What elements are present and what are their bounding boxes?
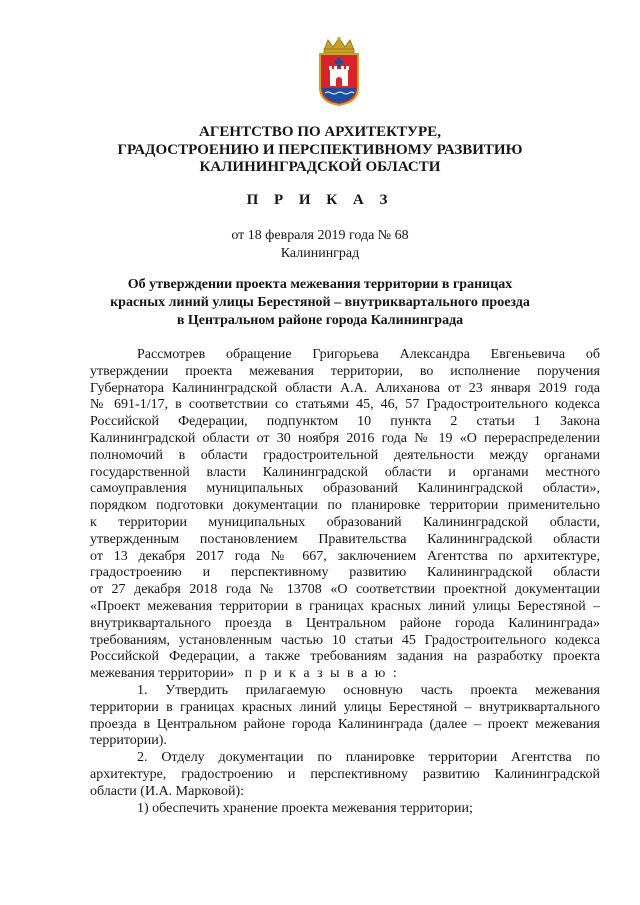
body-line: Российской Федерации, подпунктом 10 пункта 2 статьи 1 Закона — [90, 414, 600, 430]
body-line-text: межевания территории» — [90, 666, 235, 682]
subject-line: Об утверждении проекта межевания территории в границах — [127, 277, 513, 292]
document-date: от 18 февраля 2019 года № 68 — [231, 228, 409, 243]
body-line: Губернатора Калининградской области А.А. Алиханова от 23 января 2019 года — [90, 380, 600, 396]
body-line: порядком подготовки документации по планировке территории применительно — [90, 498, 600, 514]
body-line: внутриквартального проезда в Центральном районе города Калининграда» — [90, 615, 600, 631]
body-line: утверждении проекта межевания территории, во исполнение поручения — [90, 363, 600, 379]
body-line: Рассмотрев обращение Григорьева Александра Евгеньевича об — [137, 347, 600, 362]
body-line: 2. Отделу документации по планировке территории Агентства по — [137, 750, 600, 766]
body-line: требованиям, установленным частью 10 статьи 45 Градостроительного кодекса — [90, 632, 600, 648]
body-line: территории в границах красных линий улицы Берестяной – внутриквартального — [90, 699, 600, 715]
document-city: Калининград — [280, 246, 360, 261]
document-type: П Р И К А З — [246, 192, 394, 208]
body-line: от 27 декабря 2018 года № 13708 «О соответствии проектной документации — [90, 582, 600, 598]
prikazyvayu-text: п р и к а з ы в а ю : — [244, 666, 399, 682]
body-line: полномочий в области градостроительной деятельности между органами — [90, 447, 600, 463]
body-line: 1. Утвердить прилагаемую основную часть проекта межевания — [137, 682, 600, 698]
body-line: области (И.А. Марковой): — [90, 783, 244, 799]
agency-line: КАЛИНИНГРАДСКОЙ ОБЛАСТИ — [199, 159, 441, 175]
body-line: «Проект межевания территории в границах красных линий улицы Берестяной – — [90, 598, 600, 614]
subject-line: в Центральном районе города Калининграда — [176, 313, 464, 328]
body-line: территории). — [90, 733, 167, 749]
body-line: Российской Федерации, а также требованиям задания на разработку проекта — [90, 649, 600, 665]
body-line: архитектуре, градостроению и перспективному развитию Калининградской — [90, 766, 600, 782]
body-line: от 13 декабря 2017 года № 667, заключением Агентства по архитектуре, — [90, 548, 600, 564]
body-line: градостроению и перспективному развитию Калининградской области — [90, 565, 600, 581]
agency-line: ГРАДОСТРОЕНИЮ И ПЕРСПЕКТИВНОМУ РАЗВИТИЮ — [117, 141, 523, 158]
body-line: государственной власти Калининградской области и органами местного — [90, 464, 600, 480]
agency-name — [0, 124, 640, 177]
body-line: Калининградской области от 30 ноября 2016 года № 19 «О перераспределении — [90, 430, 600, 446]
body-line — [90, 666, 600, 683]
agency-line: АГЕНТСТВО ПО АРХИТЕКТУРЕ, — [199, 124, 441, 140]
body-line: 1) обеспечить хранение проекта межевания территории; — [137, 800, 473, 816]
document-body — [90, 347, 600, 817]
subject-line: красных линий улицы Берестяной – внутриквартального проезда — [110, 295, 530, 310]
body-line: самоуправления муниципальных образований Калининградской области», — [90, 481, 600, 497]
body-line: к территории муниципальных образований Калининградской области, — [90, 514, 600, 530]
body-line: № 691-1/17, в соответствии со статьями 45, 46, 57 Градостроительного кодекса — [90, 397, 600, 413]
coat-of-arms-icon — [316, 36, 362, 106]
document-subject — [0, 276, 640, 330]
body-line: проезда в Центральном районе города Калининграда (далее – проект межевания — [90, 716, 600, 732]
body-line: утвержденным постановлением Правительства Калининградской области — [90, 531, 600, 547]
